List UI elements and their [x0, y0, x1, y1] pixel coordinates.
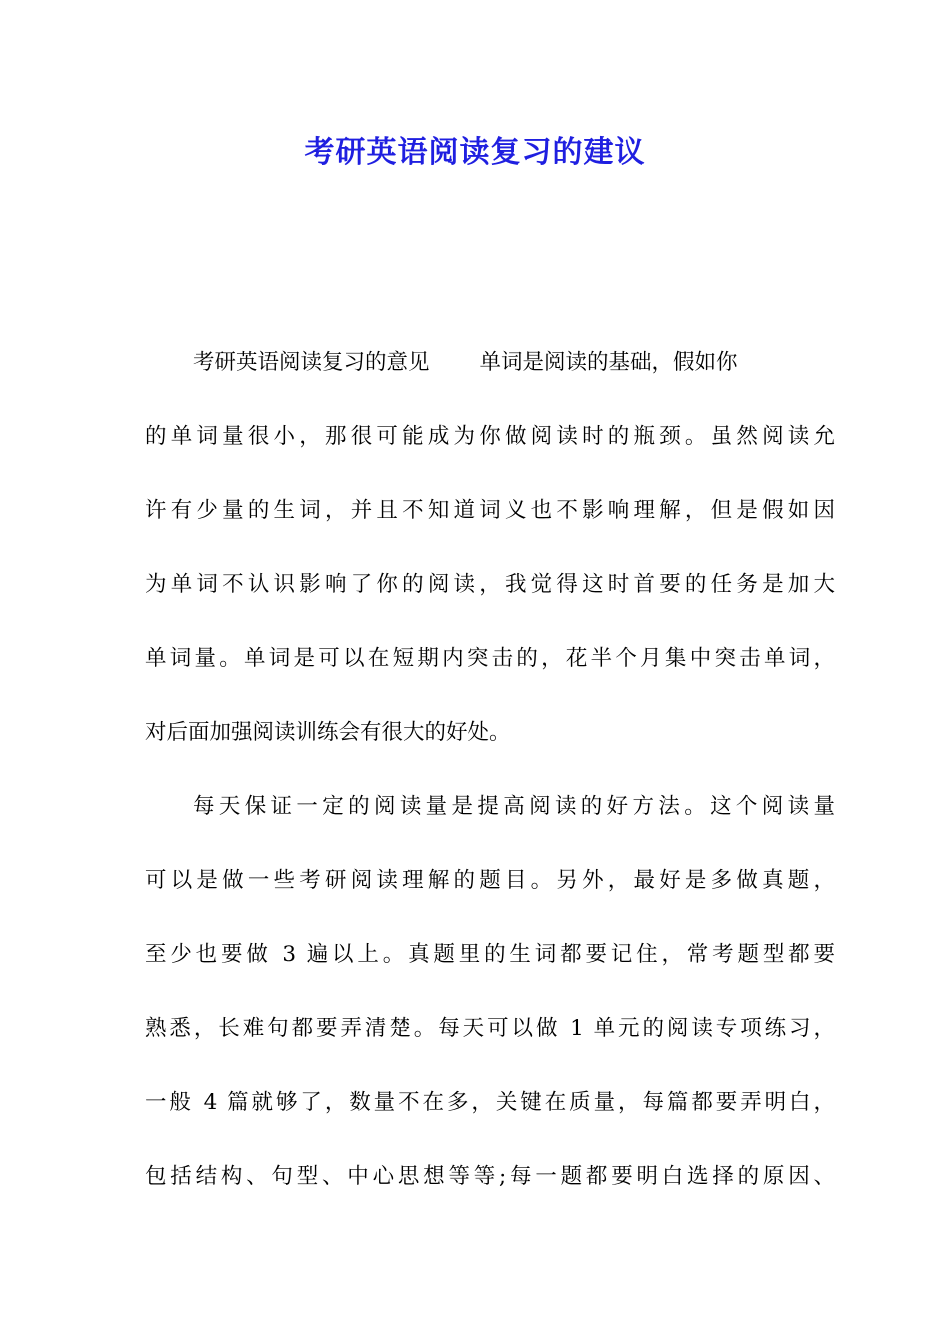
paragraph-line: 为单词不认识影响了你的阅读，我觉得这时首要的任务是加大 [145, 572, 835, 597]
paragraph-line: 对后面加强阅读训练会有很大的好处。 [145, 720, 511, 745]
paragraph-line: 熟悉，长难句都要弄清楚。每天可以做 1 单元的阅读专项练习， [145, 1016, 835, 1041]
paragraph-line: 每天保证一定的阅读量是提高阅读的好方法。这个阅读量 [193, 794, 835, 819]
document-title: 考研英语阅读复习的建议 [304, 135, 646, 170]
paragraph-line: 的单词量很小，那很可能成为你做阅读时的瓶颈。虽然阅读允 [145, 424, 835, 449]
paragraph-text: 单词是阅读的基础，假如你 [479, 350, 738, 375]
paragraph-line: 单词量。单词是可以在短期内突击的，花半个月集中突击单词， [145, 646, 835, 671]
paragraph-line: 包括结构、句型、中心思想等等;每一题都要明白选择的原因、 [145, 1164, 835, 1189]
paragraph-line: 一般 4 篇就够了，数量不在多，关键在质量，每篇都要弄明白， [145, 1090, 835, 1115]
paragraph-line: 可以是做一些考研阅读理解的题目。另外，最好是多做真题， [145, 868, 835, 893]
paragraph-line: 至少也要做 3 遍以上。真题里的生词都要记住，常考题型都要 [145, 942, 835, 967]
paragraph-2 [145, 787, 835, 1231]
paragraph-1 [145, 343, 835, 787]
paragraph-heading-inline: 考研英语阅读复习的意见 [193, 350, 430, 375]
paragraph-line: 许有少量的生词，并且不知道词义也不影响理解，但是假如因 [145, 498, 835, 523]
paragraph-line [145, 343, 835, 417]
